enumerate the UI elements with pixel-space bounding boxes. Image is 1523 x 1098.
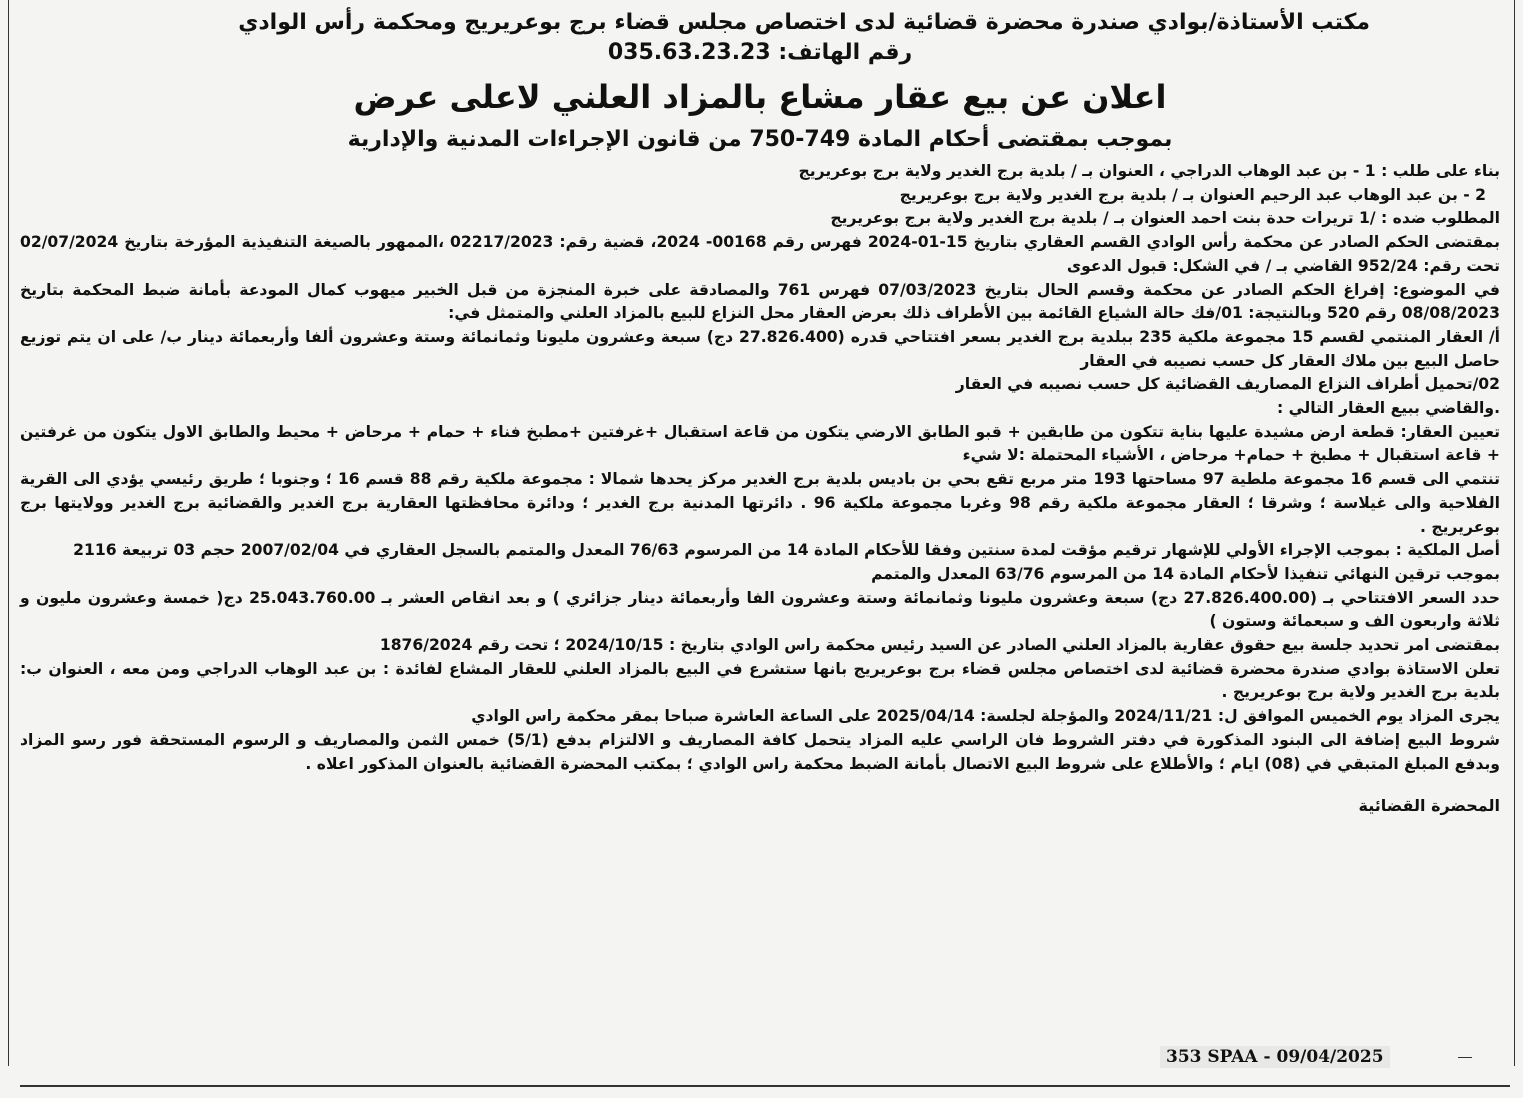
paragraph: 02/تحميل أطراف النزاع المصاريف القضائية كل حسب نصيبه في العقار [955, 375, 1500, 394]
paragraph: بمقتضى الحكم الصادر عن محكمة رأس الوادي القسم العقاري بتاريخ 15-01-2024 فهرس رقم 00168- 2024، قضية رقم: 02217/2023 ،الممهور بالصيغة التنفيذية المؤرخة بتاريخ 02/07/2024 تحت رقم: 952/24 القاضي بـ / في الشكل: قبول الدعوى [20, 233, 1500, 275]
paragraph: بمقتضى امر تحديد جلسة بيع حقوق عقارية بالمزاد العلني الصادر عن السيد رئيس محكمة راس الوادي بتاريخ : 2024/10/15 ؛ تحت رقم 1876/2024 [379, 636, 1500, 655]
signature: المحضرة القضائية [1358, 796, 1500, 816]
office-header: مكتب الأستاذة/بوادي صندرة محضرة قضائية لدى اختصاص مجلس قضاء برج بوعريريج ومحكمة رأس الوادي [238, 10, 1370, 35]
paragraph: تنتمي الى قسم 16 مجموعة ملطية 97 مساحتها 193 متر مربع تقع بحي بن باديس بلدية برج الغدير مركز يحدها شمالا : مجموعة ملكية رقم 88 قسم 16 ؛ وجنوبا ؛ طريق رئيسي يؤدي الى القرية الفلاحية والى غيلاسة ؛ وشرقا ؛ العقار مجموعة ملكية رقم 98 وغربا مجموعة ملكية 96 . دائرتها المدنية برج الغدير ؛ ودائرة محافظتها العقارية برج الغدير والقضائية برج الغدير وولايتها برج بوعريريج . [20, 470, 1500, 536]
paragraph: تعلن الاستاذة بوادي صندرة محضرة قضائية لدى اختصاص مجلس قضاء برج بوعريريج بانها ستشرع في البيع بالمزاد العلني للعقار المشاع لفائدة : بن عبد الوهاب الدراجي ومن معه ، العنوان ب: بلدية برج الغدير ولاية برج بوعريريج . [20, 659, 1500, 702]
publication-reference: 353 SPAA - 09/04/2025 [1160, 1046, 1390, 1068]
paragraph: 2 - بن عبد الوهاب عبد الرحيم العنوان بـ / بلدية برج الغدير ولاية برج بوعريريج [899, 185, 1486, 204]
bottom-rule [20, 1085, 1510, 1087]
paragraph: يجرى المزاد يوم الخميس الموافق ل: 2024/11/21 والمؤجلة لجلسة: 2025/04/14 على الساعة العاشرة صباحا بمقر محكمة راس الوادي [471, 707, 1500, 726]
paragraph: المطلوب ضده : /1 تريرات حدة بنت احمد العنوان بـ / بلدية برج الغدير ولاية برج بوعريريج [830, 209, 1500, 228]
paragraph: حدد السعر الافتتاحي بـ (27.826.400.00 دج) سبعة وعشرون مليونا وثمانمائة وستة وعشرون الفا وأربعمائة دينار جزائري ) و بعد انقاص العشر بـ 25.043.760.00 دج( خمسة وعشرون مليون و ثلاثة واربعون الف و سبعمائة وستون ) [20, 588, 1500, 631]
paragraph: شروط البيع إضافة الى البنود المذكورة في دفتر الشروط فان الراسي عليه المزاد يتحمل كافة المصاريف و الالتزام بدفع (5/1) خمس الثمن والمصاريف و الرسوم المستحقة فور رسو المزاد وبدفع المبلغ المتبقي في (08) ايام ؛ والأطلاع على شروط البيع الاتصال بأمانة الضبط محكمة راس الوادي ؛ بمكتب المحضرة القضائية بالعنوان المذكور اعلاه . [20, 730, 1500, 773]
footer-divider [1458, 1057, 1472, 1058]
notice-title: اعلان عن بيع عقار مشاع بالمزاد العلني لاعلى عرض [353, 78, 1167, 116]
notice-subtitle: بموجب بمقتضى أحكام المادة 749-750 من قانون الإجراءات المدنية والإدارية [347, 127, 1173, 152]
legal-notice [20, 8, 1500, 818]
phone-number: رقم الهاتف: 035.63.23.23 [607, 40, 913, 65]
paragraph: أ/ العقار المنتمي لقسم 15 مجموعة ملكية 235 ببلدية برج الغدير بسعر افتتاحي قدره (27.826.400 دج) سبعة وعشرون مليونا وثمانمائة وستة وعشرون ألفا وأربعمائة دينار ب/ على ان يتم توزيع حاصل البيع بين ملاك العقار كل حسب نصيبه في العقار [20, 327, 1500, 370]
paragraph: بناء على طلب : 1 - بن عبد الوهاب الدراجي ، العنوان بـ / بلدية برج الغدير ولاية برج بوعريريج [798, 162, 1500, 180]
paragraph: تعيين العقار: قطعة ارض مشيدة عليها بناية تتكون من طابقين + قبو الطابق الارضي يتكون من قاعة استقبال +غرفتين +مطبخ فناء + حمام + مرحاض + محيط والطابق الاول يتكون من غرفتين + قاعة استقبال + مطبخ + حمام+ مرحاض ، الأشياء المحتملة :لا شيء [20, 422, 1500, 465]
paragraph: في الموضوع: إفراغ الحكم الصادر عن محكمة وقسم الحال بتاريخ 07/03/2023 فهرس 761 والمصادقة على خبرة المنجزة من قبل الخبير ميهوب كمال المودعة بأمانة ضبط المحكمة بتاريخ 08/08/2023 رقم 520 وبالنتيجة: 01/فك حالة الشياع القائمة بين الأطراف ذلك بعرض العقار محل النزاع للبيع بالمزاد العلني والمتمثل في: [20, 280, 1500, 323]
notice-body [20, 160, 1500, 776]
paragraph: .والقاضي ببيع العقار التالي : [1276, 399, 1500, 418]
paragraph: أصل الملكية : بموجب الإجراء الأولي للإشهار ترقيم مؤقت لمدة سنتين وفقا للأحكام المادة 14 من المرسوم 76/63 المعدل والمتمم بالسجل العقاري في 2007/02/04 حجم 03 تربيعة 2116 [73, 541, 1500, 560]
paragraph: بموجب ترقين النهائي تنفيذا لأحكام المادة 14 من المرسوم 63/76 المعدل والمتمم [871, 564, 1500, 583]
